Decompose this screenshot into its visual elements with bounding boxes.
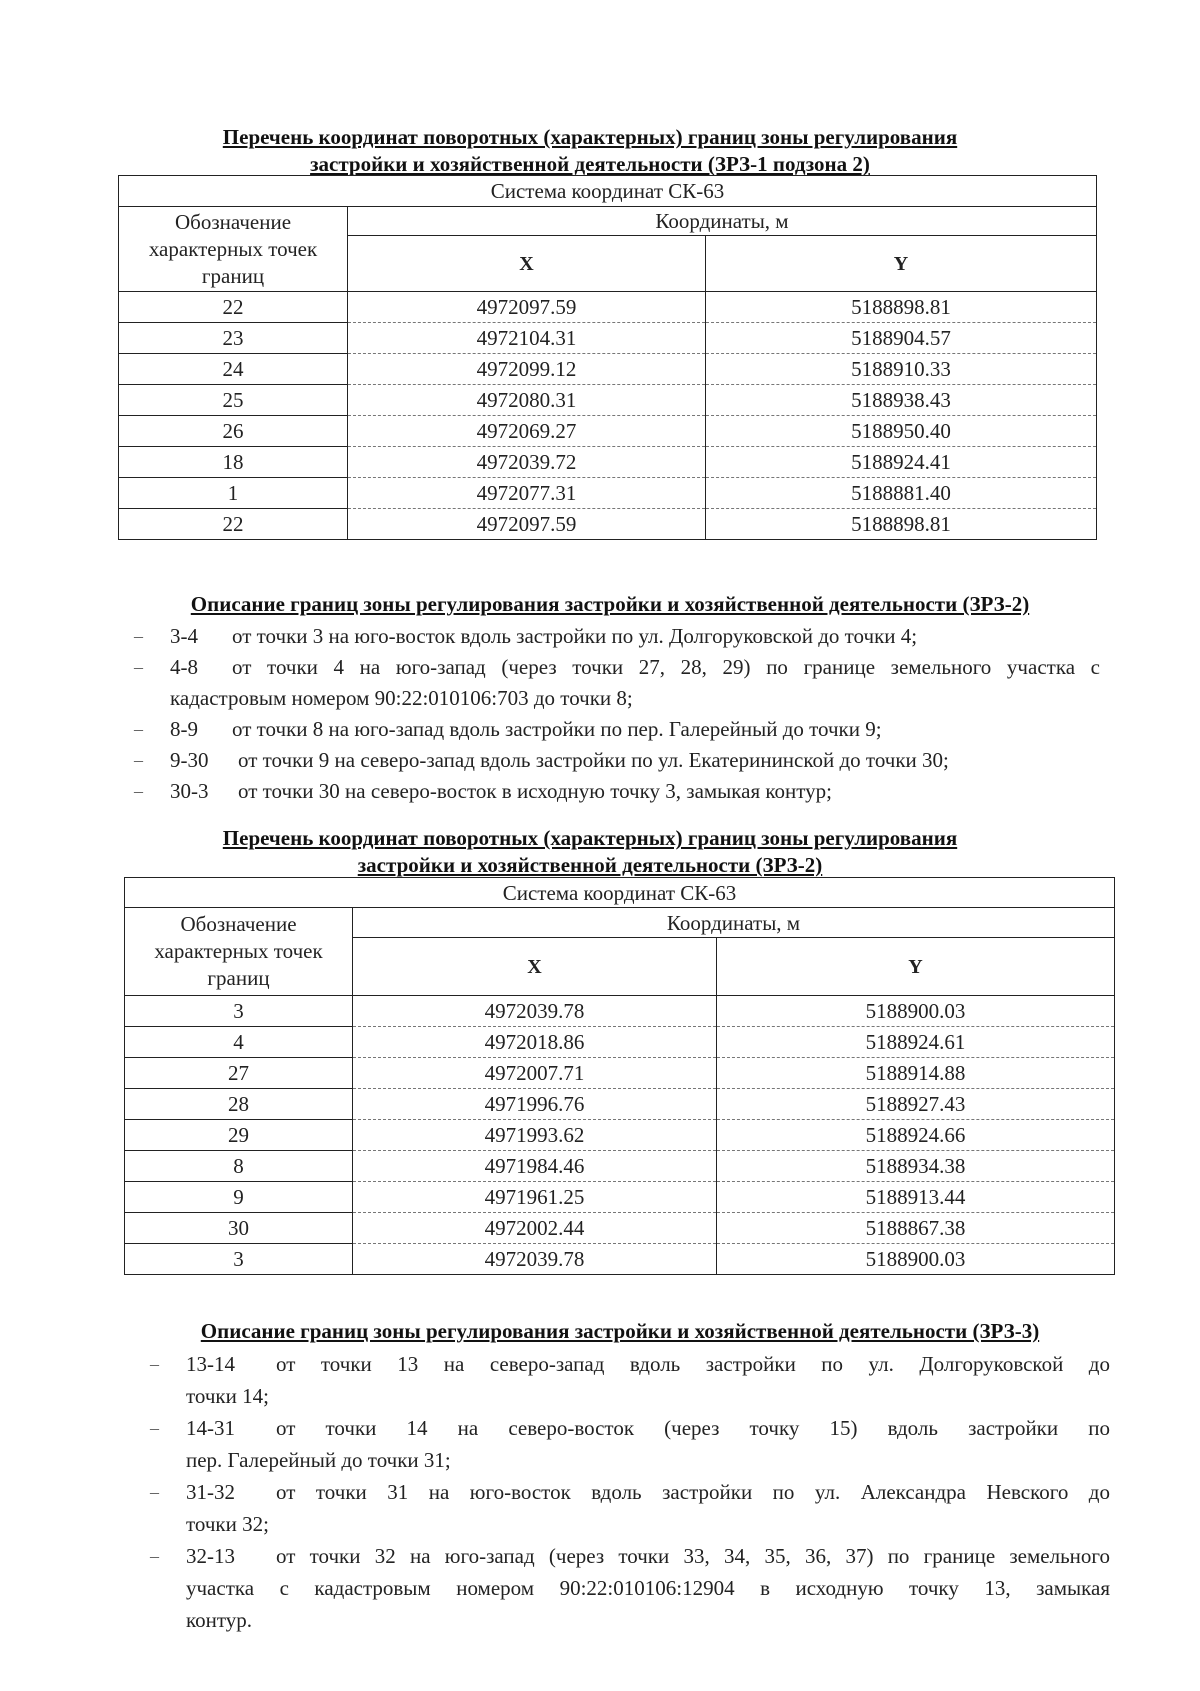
x-coordinate-cell: 4972039.78	[353, 1244, 717, 1275]
y-header: Y	[717, 938, 1115, 996]
list-item: – 13-14 от точки 13 на северо-запад вдоль застройки по ул. Долгоруковской до точки 14;	[150, 1348, 1110, 1412]
point-number-cell: 22	[119, 509, 348, 540]
y-coordinate-cell: 5188924.41	[706, 447, 1097, 478]
point-number-cell: 28	[125, 1089, 353, 1120]
table-row	[125, 1120, 1115, 1151]
coordinates-header: Координаты, м	[353, 908, 1115, 938]
table-row	[125, 1151, 1115, 1182]
table-row	[119, 354, 1097, 385]
y-coordinate-cell: 5188913.44	[717, 1182, 1115, 1213]
segment-text: от точки 31 на юго-восток вдоль застройки по ул. Александра Невского до	[276, 1480, 1110, 1504]
list-item: – 4-8 от точки 4 на юго-запад (через точки 27, 28, 29) по границе земельного участка с кадастровым номером 90:22:010106:703 до точки 8;	[134, 652, 1100, 714]
coordinate-system-label: Система координат СК-63	[125, 878, 1115, 908]
segment-code: 9-30	[170, 748, 209, 772]
list-item: – 14-31 от точки 14 на северо-восток (через точку 15) вдоль застройки по пер. Галерейный до точки 31;	[150, 1412, 1110, 1476]
point-number-cell: 23	[119, 323, 348, 354]
heading-line: Описание границ зоны регулирования застройки и хозяйственной деятельности (ЗРЗ-3)	[200, 1319, 1040, 1343]
x-coordinate-cell: 4972002.44	[353, 1213, 717, 1244]
segment-code: 30-3	[170, 779, 209, 803]
point-number-cell: 3	[125, 996, 353, 1027]
point-designation-header: Обозначение характерных точек границ	[119, 207, 348, 292]
x-coordinate-cell: 4972099.12	[348, 354, 706, 385]
list-item: – 32-13 от точки 32 на юго-запад (через точки 33, 34, 35, 36, 37) по границе земельного участка с кадастровым номером 90:22:010106:12904 в исходную точку 13, замыкая контур.	[150, 1540, 1110, 1636]
point-number-cell: 25	[119, 385, 348, 416]
list-item: – 30-3 от точки 30 на северо-восток в исходную точку 3, замыкая контур;	[134, 776, 1100, 807]
x-coordinate-cell: 4972097.59	[348, 292, 706, 323]
x-coordinate-cell: 4972039.78	[353, 996, 717, 1027]
table-row	[125, 996, 1115, 1027]
segment-text-cont: пер. Галерейный до точки 31;	[186, 1448, 451, 1472]
segment-code: 8-9	[170, 717, 198, 741]
section4-heading	[100, 1318, 1140, 1345]
x-coordinate-cell: 4972069.27	[348, 416, 706, 447]
section2-heading	[90, 591, 1130, 618]
x-coordinate-cell: 4971984.46	[353, 1151, 717, 1182]
list-item: – 31-32 от точки 31 на юго-восток вдоль застройки по ул. Александра Невского до точки 32;	[150, 1476, 1110, 1540]
coordinates-table-zrz2	[124, 877, 1115, 1275]
y-coordinate-cell: 5188924.61	[717, 1027, 1115, 1058]
y-coordinate-cell: 5188950.40	[706, 416, 1097, 447]
heading-line: Перечень координат поворотных (характерных) границ зоны регулирования	[222, 826, 958, 850]
segment-code: 32-13	[186, 1544, 235, 1568]
y-coordinate-cell: 5188914.88	[717, 1058, 1115, 1089]
section4-description-list	[150, 1348, 1110, 1636]
x-coordinate-cell: 4972097.59	[348, 509, 706, 540]
segment-text-cont: участка с кадастровым номером 90:22:010106:12904 в исходную точку 13, замыкая	[186, 1576, 1110, 1600]
segment-text-cont: точки 32;	[186, 1512, 269, 1536]
x-coordinate-cell: 4972080.31	[348, 385, 706, 416]
segment-text: от точки 4 на юго-запад (через точки 27, 28, 29) по границе земельного участка с	[232, 655, 1100, 679]
x-coordinate-cell: 4972077.31	[348, 478, 706, 509]
point-number-cell: 30	[125, 1213, 353, 1244]
x-header: X	[348, 236, 706, 292]
segment-code: 14-31	[186, 1416, 235, 1440]
y-coordinate-cell: 5188900.03	[717, 996, 1115, 1027]
y-coordinate-cell: 5188867.38	[717, 1213, 1115, 1244]
point-number-cell: 22	[119, 292, 348, 323]
segment-code: 4-8	[170, 655, 198, 679]
list-item: – 3-4 от точки 3 на юго-восток вдоль застройки по ул. Долгоруковской до точки 4;	[134, 621, 1100, 652]
coordinates-table-zrz1	[118, 175, 1097, 540]
point-number-cell: 18	[119, 447, 348, 478]
heading-line: застройки и хозяйственной деятельности (ЗРЗ-2)	[357, 853, 823, 877]
list-item: – 8-9 от точки 8 на юго-запад вдоль застройки по пер. Галерейный до точки 9;	[134, 714, 1100, 745]
y-coordinate-cell: 5188910.33	[706, 354, 1097, 385]
segment-text: от точки 9 на северо-запад вдоль застройки по ул. Екатерининской до точки 30;	[238, 748, 949, 772]
segment-text: от точки 13 на северо-запад вдоль застройки по ул. Долгоруковской до	[276, 1352, 1110, 1376]
segment-text-cont: контур.	[186, 1608, 253, 1632]
table-row	[119, 292, 1097, 323]
x-coordinate-cell: 4972018.86	[353, 1027, 717, 1058]
x-coordinate-cell: 4971993.62	[353, 1120, 717, 1151]
table-row	[125, 1027, 1115, 1058]
x-coordinate-cell: 4971996.76	[353, 1089, 717, 1120]
segment-text-cont: кадастровым номером 90:22:010106:703 до точки 8;	[170, 686, 633, 710]
segment-text-cont: точки 14;	[186, 1384, 269, 1408]
y-coordinate-cell: 5188881.40	[706, 478, 1097, 509]
y-coordinate-cell: 5188904.57	[706, 323, 1097, 354]
y-coordinate-cell: 5188924.66	[717, 1120, 1115, 1151]
y-coordinate-cell: 5188898.81	[706, 292, 1097, 323]
point-number-cell: 26	[119, 416, 348, 447]
table-row	[119, 478, 1097, 509]
x-header: X	[353, 938, 717, 996]
heading-line: застройки и хозяйственной деятельности (ЗРЗ-1 подзона 2)	[310, 152, 870, 176]
table-row	[119, 416, 1097, 447]
x-coordinate-cell: 4971961.25	[353, 1182, 717, 1213]
table-row	[125, 1244, 1115, 1275]
y-coordinate-cell: 5188898.81	[706, 509, 1097, 540]
point-number-cell: 9	[125, 1182, 353, 1213]
table-row	[125, 1089, 1115, 1120]
table-row	[119, 447, 1097, 478]
point-number-cell: 3	[125, 1244, 353, 1275]
section2-description-list	[134, 621, 1100, 807]
section3-heading	[120, 825, 1060, 879]
y-coordinate-cell: 5188927.43	[717, 1089, 1115, 1120]
x-coordinate-cell: 4972007.71	[353, 1058, 717, 1089]
y-coordinate-cell: 5188900.03	[717, 1244, 1115, 1275]
segment-text: от точки 30 на северо-восток в исходную точку 3, замыкая контур;	[238, 779, 833, 803]
y-header: Y	[706, 236, 1097, 292]
point-number-cell: 4	[125, 1027, 353, 1058]
table-row	[119, 323, 1097, 354]
point-number-cell: 27	[125, 1058, 353, 1089]
point-number-cell: 1	[119, 478, 348, 509]
point-designation-header: Обозначение характерных точек границ	[125, 908, 353, 996]
section1-heading	[120, 124, 1060, 178]
segment-text: от точки 14 на северо-восток (через точку 15) вдоль застройки по	[276, 1416, 1110, 1440]
table-row	[125, 1182, 1115, 1213]
coordinates-header: Координаты, м	[348, 207, 1097, 236]
segment-code: 31-32	[186, 1480, 235, 1504]
point-number-cell: 24	[119, 354, 348, 385]
y-coordinate-cell: 5188938.43	[706, 385, 1097, 416]
table-row	[119, 385, 1097, 416]
segment-text: от точки 8 на юго-запад вдоль застройки по пер. Галерейный до точки 9;	[232, 717, 882, 741]
point-number-cell: 8	[125, 1151, 353, 1182]
x-coordinate-cell: 4972104.31	[348, 323, 706, 354]
table-row	[125, 1213, 1115, 1244]
segment-code: 13-14	[186, 1352, 235, 1376]
list-item: – 9-30 от точки 9 на северо-запад вдоль застройки по ул. Екатерининской до точки 30;	[134, 745, 1100, 776]
segment-code: 3-4	[170, 624, 198, 648]
segment-text: от точки 32 на юго-запад (через точки 33, 34, 35, 36, 37) по границе земельного	[276, 1544, 1110, 1568]
x-coordinate-cell: 4972039.72	[348, 447, 706, 478]
table-row	[125, 1058, 1115, 1089]
y-coordinate-cell: 5188934.38	[717, 1151, 1115, 1182]
heading-line: Перечень координат поворотных (характерных) границ зоны регулирования	[222, 125, 958, 149]
table-row	[119, 509, 1097, 540]
heading-line: Описание границ зоны регулирования застройки и хозяйственной деятельности (ЗРЗ-2)	[190, 592, 1030, 616]
segment-text: от точки 3 на юго-восток вдоль застройки по ул. Долгоруковской до точки 4;	[232, 624, 918, 648]
point-number-cell: 29	[125, 1120, 353, 1151]
coordinate-system-label: Система координат СК-63	[119, 176, 1097, 207]
